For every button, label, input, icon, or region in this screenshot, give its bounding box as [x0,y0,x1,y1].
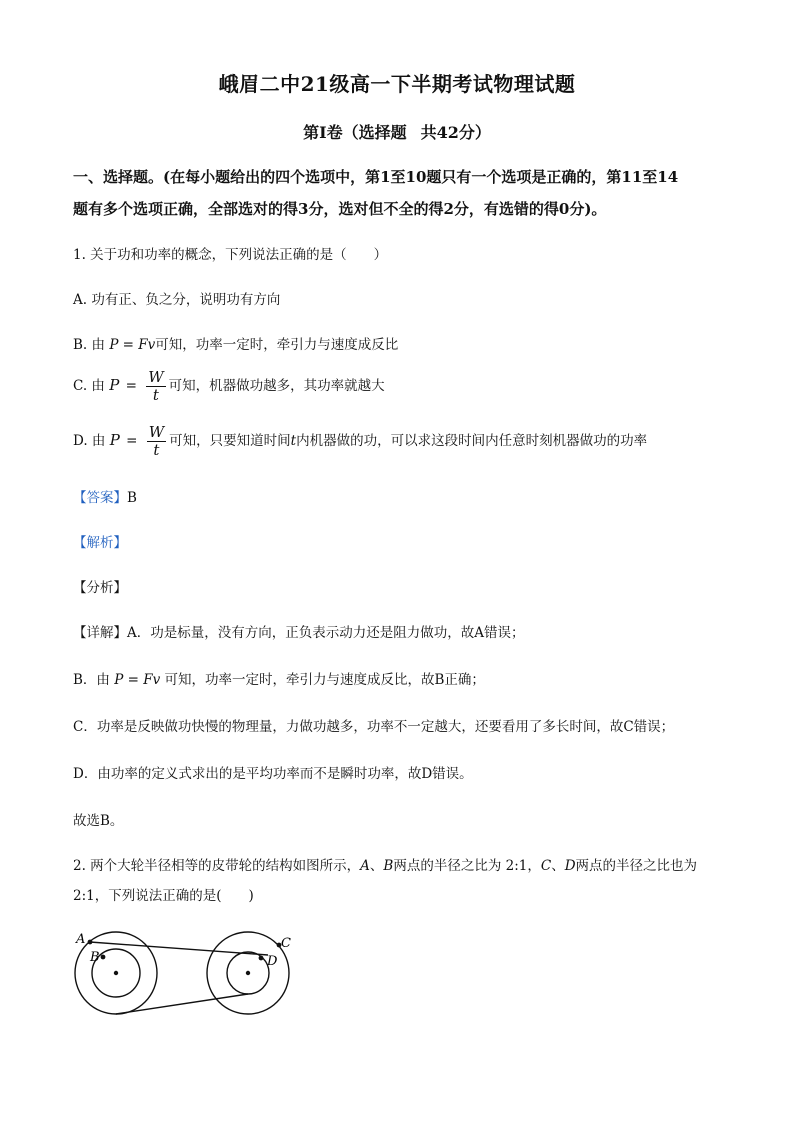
q1-option-d-var: t [290,433,297,449]
label-b: B [90,950,100,965]
point-d-dot [259,956,264,961]
q2-point-c: C [540,858,552,874]
q2-point-b: B [383,858,394,874]
q2-point-a: A [360,858,370,874]
detail-b [73,668,485,688]
answer-line [73,486,137,506]
point-b-dot [101,955,106,960]
q1-option-a: A. 功有正、负之分，说明功有方向 [73,292,281,308]
q2-stem-part-c: 两点的半径之比也为 [575,858,698,874]
analysis-label: 【解析】 [73,535,127,551]
q2-point-d: D [564,858,576,874]
label-a: A [76,932,86,947]
answer-value: B [127,490,137,506]
q1-option-b [73,333,398,353]
q1-option-b-formula: P = Fv [109,337,156,353]
q1-option-c-lhs: P [109,376,120,394]
part-score: 共42分） [420,123,491,142]
detail-b-prefix: B．由 [73,672,110,688]
left-axle [114,971,118,975]
q1-option-d-fraction [147,425,166,458]
detail-c: C．功率是反映做功快慢的物理量，力做功越多，功率不一定越大，还要看用了多长时间，故C错误； [73,719,675,735]
q2-stem-part-a: 2. 两个大轮半径相等的皮带轮的结构如图所示， [73,858,361,874]
right-axle [246,971,250,975]
detail-d: D．由功率的定义式求出的是平均功率而不是瞬时功率，故D错误。 [73,766,473,782]
belt-pulley-diagram [60,925,300,1025]
fraction-numerator: W [148,423,165,441]
q1-option-c-fraction [146,370,165,403]
detail-b-formula: P = Fv [114,672,161,688]
q2-stem-part-b: 两点的半径之比为 2:1， [393,858,541,874]
q1-option-d-lhs: P [109,431,120,449]
q1-option-c-text: 可知，机器做功越多，其功率就越大 [168,378,385,394]
detail-a-text: A．功是标量，没有方向，正负表示动力还是阻力做功，故A错误； [127,625,525,641]
label-d: D [267,954,278,969]
q2-stem-line1 [73,854,697,874]
fraction-numerator: W [148,368,164,386]
q1-option-d-prefix: D. 由 [73,433,106,449]
belt-lower [116,994,248,1014]
q1-option-c [73,370,385,403]
q2-sep2: 、 [551,858,565,874]
q2-stem-line2: 2:1，下列说法正确的是( ) [73,888,254,904]
detail-b-text: 可知，功率一定时，牵引力与速度成反比，故B正确； [164,672,485,688]
part-label: 第Ⅰ卷（选择题 [303,123,407,142]
point-a-dot [88,940,93,945]
label-c: C [281,936,291,951]
fraction-denominator: t [153,441,160,459]
detail-a [73,621,525,641]
q1-option-c-eq: = [125,378,137,394]
q2-sep1: 、 [369,858,384,874]
q1-stem: 1. 关于功和功率的概念，下列说法正确的是（ ） [73,247,388,263]
detail-label: 【详解】 [73,625,127,641]
answer-label: 【答案】 [73,490,127,506]
q1-option-d [73,425,647,458]
q1-option-d-text2: 内机器做的功，可以求这段时间内任意时刻机器做功的功率 [296,433,648,449]
q1-option-d-text1: 可知，只要知道时间 [169,433,291,449]
q1-option-d-eq: = [126,433,138,449]
part-subtitle [0,120,794,143]
fraction-denominator: t [152,386,159,404]
section-instructions-line2: 题有多个选项正确，全部选对的得3分，选对但不全的得2分，有选错的得0分)。 [73,200,607,218]
section-instructions-line1: 一、选择题。(在每小题给出的四个选项中，第1至10题只有一个选项是正确的，第11至14 [73,168,679,186]
fenxi-label: 【分析】 [73,580,127,596]
q1-option-b-text: 可知，功率一定时，牵引力与速度成反比 [155,337,399,353]
q1-option-b-prefix: B. 由 [73,337,106,353]
page-title: 峨眉二中21级高一下半期考试物理试题 [218,72,576,96]
q1-option-c-prefix: C. 由 [73,378,105,394]
detail-conclusion: 故选B。 [73,813,124,829]
